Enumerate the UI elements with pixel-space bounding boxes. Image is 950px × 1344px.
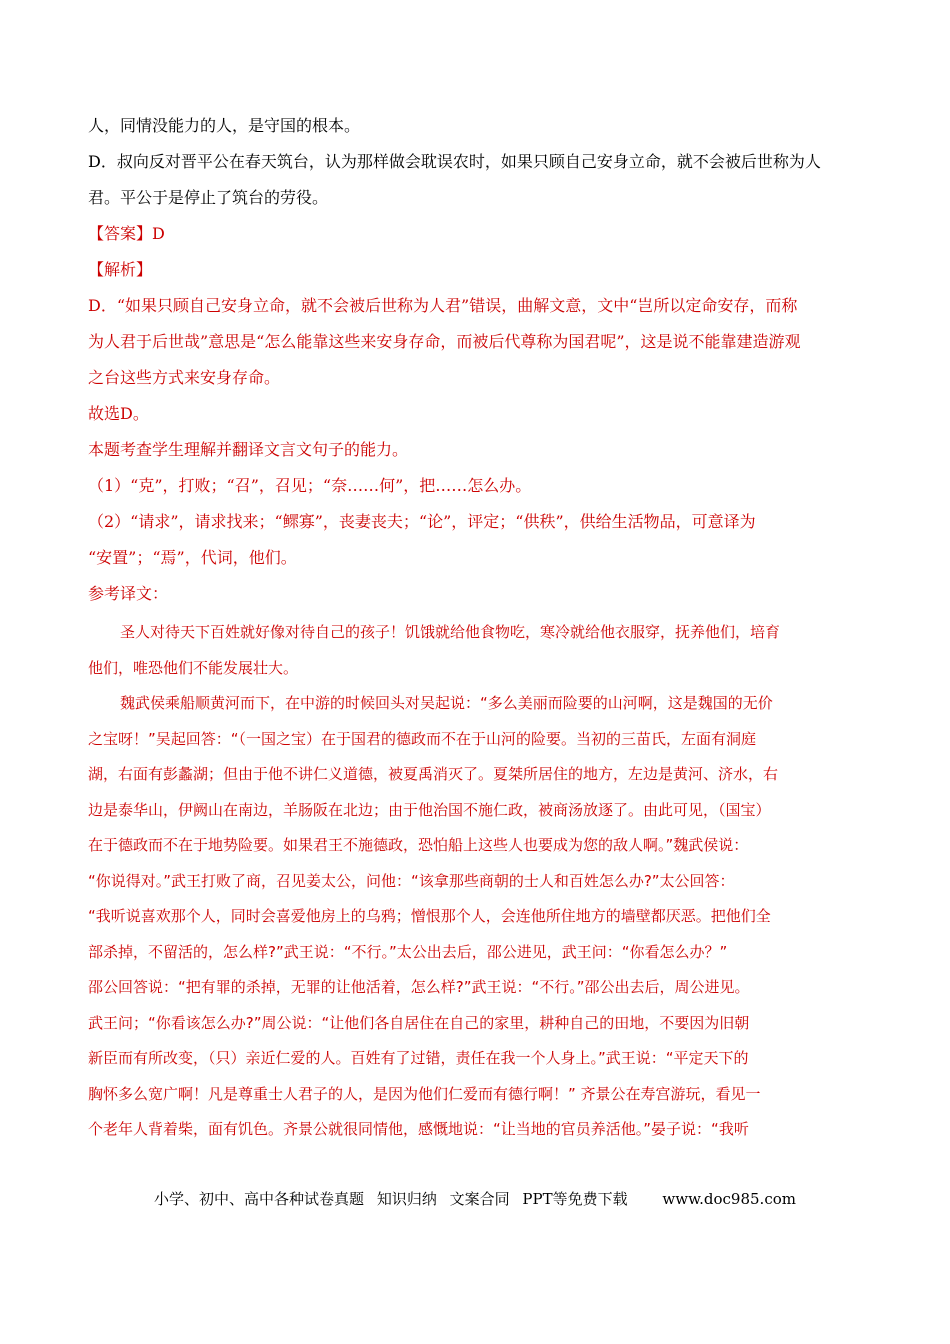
analysis-d-line-3: 之台这些方式来安身存命。 [88,368,281,387]
document-body [88,108,866,1148]
page-footer [0,1188,950,1209]
translation-line: 在于德政而不在于地势险要。如果君王不施德政，恐怕船上这些人也要成为您的敌人啊。”魏武侯说： [88,836,749,854]
option-d-line-2: 君。平公于是停止了筑台的劳役。 [88,188,329,207]
translation-line: 胸怀多么宽广啊！凡是尊重士人君子的人，是因为他们仁爱而有德行啊！” 齐景公在寿宫游玩，看见一 [88,1084,761,1103]
translation-line: 魏武侯乘船顺黄河而下，在中游的时候回头对吴起说：“多么美丽而险要的山河啊，这是魏国的无价 [120,694,773,712]
footer-category: 文案合同 [449,1190,510,1208]
translation-line: 武王问；“你看该怎么办?”周公说：“让他们各自居住在自己的家里，耕种自己的田地，不要因为旧朝 [88,1013,750,1032]
translation-line: 部杀掉，不留活的，怎么样?”武王说：“不行。”太公出去后，邵公进见，武王问：“你看怎么办？” [88,942,728,961]
translation-line: 圣人对待天下百姓就好像对待自己的孩子！饥饿就给他食物吃，寒冷就给他衣服穿，抚养他们，培育 [120,623,781,641]
translation-line: “我听说喜欢那个人，同时会喜爱他房上的乌鸦；憎恨那个人，会连他所住地方的墙壁都厌恶。把他们全 [88,907,771,925]
translation-line: “你说得对。”武王打败了商，召见姜太公，问他：“该拿那些商朝的士人和百姓怎么办?”太公回答： [88,871,735,890]
footer-category: 知识归纳 [376,1190,437,1208]
answer-label: 【答案】D [88,224,165,243]
translation-line: 新臣而有所改变，（只）亲近仁爱的人。百姓有了过错，责任在我一个人身上。”武王说：“平定天下的 [88,1049,749,1067]
analysis-heading: 【解析】 [88,260,153,279]
choice-result: 故选D。 [88,404,149,423]
question-2-intro: 本题考查学生理解并翻译文言文句子的能力。 [88,440,409,459]
translation-line: 之宝呀！”吴起回答：“（一国之宝）在于国君的德政而不在于山河的险要。当初的三苗氏，左面有洞庭 [88,729,757,748]
question-2-item-2-line-1: （2）“请求”，请求找来；“鳏寡”，丧妻丧夫；“论”，评定；“供秩”，供给生活物品，可意译为 [88,512,756,531]
translation-line: 边是泰华山，伊阙山在南边，羊肠阪在北边；由于他治国不施仁政，被商汤放逐了。由此可见，（国宝） [88,800,771,819]
option-c-tail: 人，同情没能力的人，是守国的根本。 [88,116,361,135]
translation-line: 他们，唯恐他们不能发展壮大。 [88,658,299,677]
translation-line: 邵公回答说：“把有罪的杀掉，无罪的让他活着，怎么样?”武王说：“不行。”邵公出去后，周公进见。 [88,978,750,996]
reference-translation [88,615,866,1148]
footer-category: PPT等免费下载 [522,1190,628,1208]
question-2-item-1: （1）“克”，打败；“召”，召见；“奈……何”，把……怎么办。 [88,476,532,495]
analysis-d-line-1: D．“如果只顾自己安身立命，就不会被后世称为人君”错误，曲解文意，文中“岂所以定命安存，而称 [88,296,798,315]
option-d-line-1: D．叔向反对晋平公在春天筑台，认为那样做会耽误农时，如果只顾自己安身立命，就不会被后世称为人 [88,152,821,171]
question-2-item-2-line-2: “安置”；“焉”，代词，他们。 [88,548,297,567]
footer-category: 小学、初中、高中各种试卷真题 [154,1190,365,1208]
translation-line: 个老年人背着柴，面有饥色。齐景公就很同情他，感慨地说：“让当地的官员养活他。”晏子说：“我听 [88,1120,749,1138]
analysis-d-line-2: 为人君于后世哉”意思是“怎么能靠这些来安身存命，而被后代尊称为国君呢”，这是说不能靠建造游观 [88,332,801,351]
reference-translation-heading: 参考译文： [88,584,169,603]
translation-line: 湖，右面有彭蠡湖；但由于他不讲仁义道德，被夏禹消灭了。夏桀所居住的地方，左边是黄河、济水，右 [88,765,779,783]
footer-url[interactable]: www.doc985.com [662,1190,796,1208]
